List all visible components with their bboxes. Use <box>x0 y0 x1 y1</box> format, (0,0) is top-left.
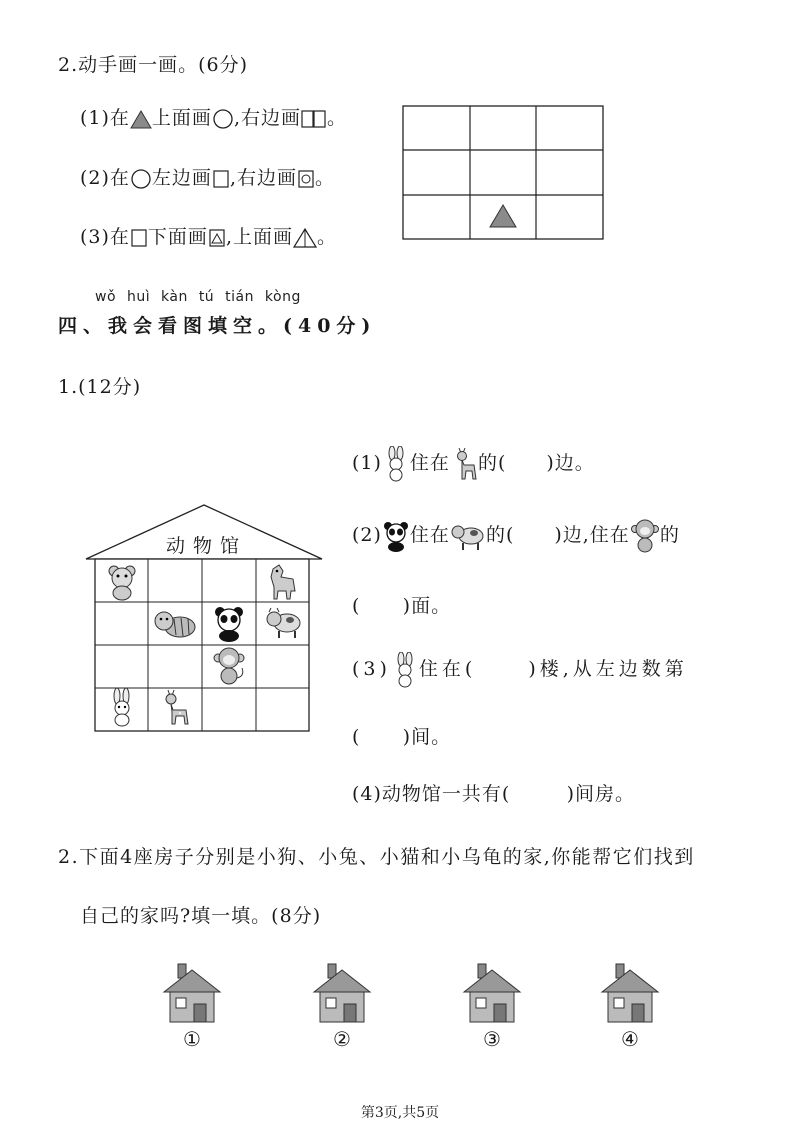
house-1-label: ① <box>183 1027 201 1051</box>
q2-item-2-mid2: ,右边画 <box>229 167 297 189</box>
q4-1-line-2-e: 的 <box>659 524 680 546</box>
q2-item-1-mid2: ,右边画 <box>233 107 301 129</box>
cow-icon <box>450 520 486 552</box>
house-2-icon <box>310 960 374 1030</box>
q4-1-line-1-c: 的( <box>477 452 507 474</box>
monkey-icon <box>212 646 246 686</box>
q2-item-2-mid1: 左边画 <box>151 167 212 189</box>
tiger-icon <box>152 605 198 643</box>
double-square-icon <box>301 109 327 129</box>
section-4-pinyin: wǒ huì kàn tú tián kòng <box>95 289 301 305</box>
q2-item-1 <box>80 103 347 130</box>
q4-1-line-3-number: (3) <box>352 658 391 680</box>
rabbit-icon <box>391 652 419 688</box>
q2-item-3-prefix: (3)在 <box>80 226 130 248</box>
monkey-icon <box>630 518 660 554</box>
bear-icon <box>105 563 139 601</box>
q4-1-line-1-b: 住在 <box>409 452 450 474</box>
house-4-label: ④ <box>621 1027 639 1051</box>
q4-1-line-2 <box>352 518 680 554</box>
q4-1-line-1 <box>352 446 595 482</box>
section-4-title: 四、我会看图填空。(40分) <box>58 315 377 337</box>
q4-1-line-1-d: )边。 <box>546 452 595 474</box>
q4-1-line-2b: ( )面。 <box>352 595 452 617</box>
split-triangle-icon <box>293 227 317 249</box>
q2-item-2 <box>80 163 335 190</box>
q4-1-line-3b: ( )间。 <box>352 726 452 748</box>
question-4-2-line-1: 2.下面4座房子分别是小狗、小兔、小猫和小乌龟的家,你能帮它们找到 <box>58 846 695 868</box>
q2-item-3-end: 。 <box>316 226 337 248</box>
q4-1-line-4: (4)动物馆一共有( )间房。 <box>352 783 636 805</box>
q4-1-line-2-d: )边,住在 <box>554 524 630 546</box>
q4-1-line-1-number: (1) <box>352 452 382 474</box>
square-icon <box>212 169 230 189</box>
rabbit-icon <box>106 688 138 728</box>
triangle-in-square-icon <box>208 228 226 248</box>
circle-icon <box>130 169 152 189</box>
q4-1-line-3-b: 住在( <box>418 658 477 680</box>
panda-icon <box>212 605 246 643</box>
q2-item-2-end: 。 <box>314 167 335 189</box>
q2-item-1-end: 。 <box>326 107 347 129</box>
panda-icon <box>382 520 410 552</box>
deer-icon <box>158 688 192 728</box>
question-4-1-title: 1.(12分) <box>58 376 142 398</box>
q4-1-line-2-number: (2) <box>352 524 382 546</box>
question-4-2-line-2: 自己的家吗?填一填。(8分) <box>80 905 322 927</box>
q2-item-1-prefix: (1)在 <box>80 107 130 129</box>
q2-item-3-mid1: 下面画 <box>147 226 208 248</box>
q2-item-1-mid1: 上面画 <box>151 107 212 129</box>
horse-icon <box>265 563 301 601</box>
circle-in-square-icon <box>297 169 315 189</box>
q4-1-line-3-c: )楼,从左边数第 <box>528 658 688 680</box>
house-2-label: ② <box>333 1027 351 1051</box>
house-3-label: ③ <box>483 1027 501 1051</box>
house-1-icon <box>160 960 224 1030</box>
q2-item-2-prefix: (2)在 <box>80 167 130 189</box>
deer-icon <box>450 446 478 482</box>
q2-item-3 <box>80 222 337 249</box>
page-footer: 第3页,共5页 <box>360 1105 440 1121</box>
q4-1-line-3 <box>352 652 688 688</box>
square-icon <box>130 228 148 248</box>
cow-icon <box>265 605 303 641</box>
rabbit-icon <box>382 446 410 482</box>
question-2-title: 2.动手画一画。(6分) <box>58 54 249 76</box>
circle-icon <box>212 109 234 129</box>
q4-1-line-2-c: 的( <box>485 524 515 546</box>
zoo-title: 动物馆 <box>166 535 248 557</box>
q2-item-3-mid2: ,上面画 <box>225 226 293 248</box>
house-4-icon <box>598 960 662 1030</box>
q4-1-line-2-b: 住在 <box>409 524 450 546</box>
house-3-icon <box>460 960 524 1030</box>
drawing-grid[interactable] <box>402 105 606 242</box>
gray-triangle-icon <box>130 109 152 129</box>
